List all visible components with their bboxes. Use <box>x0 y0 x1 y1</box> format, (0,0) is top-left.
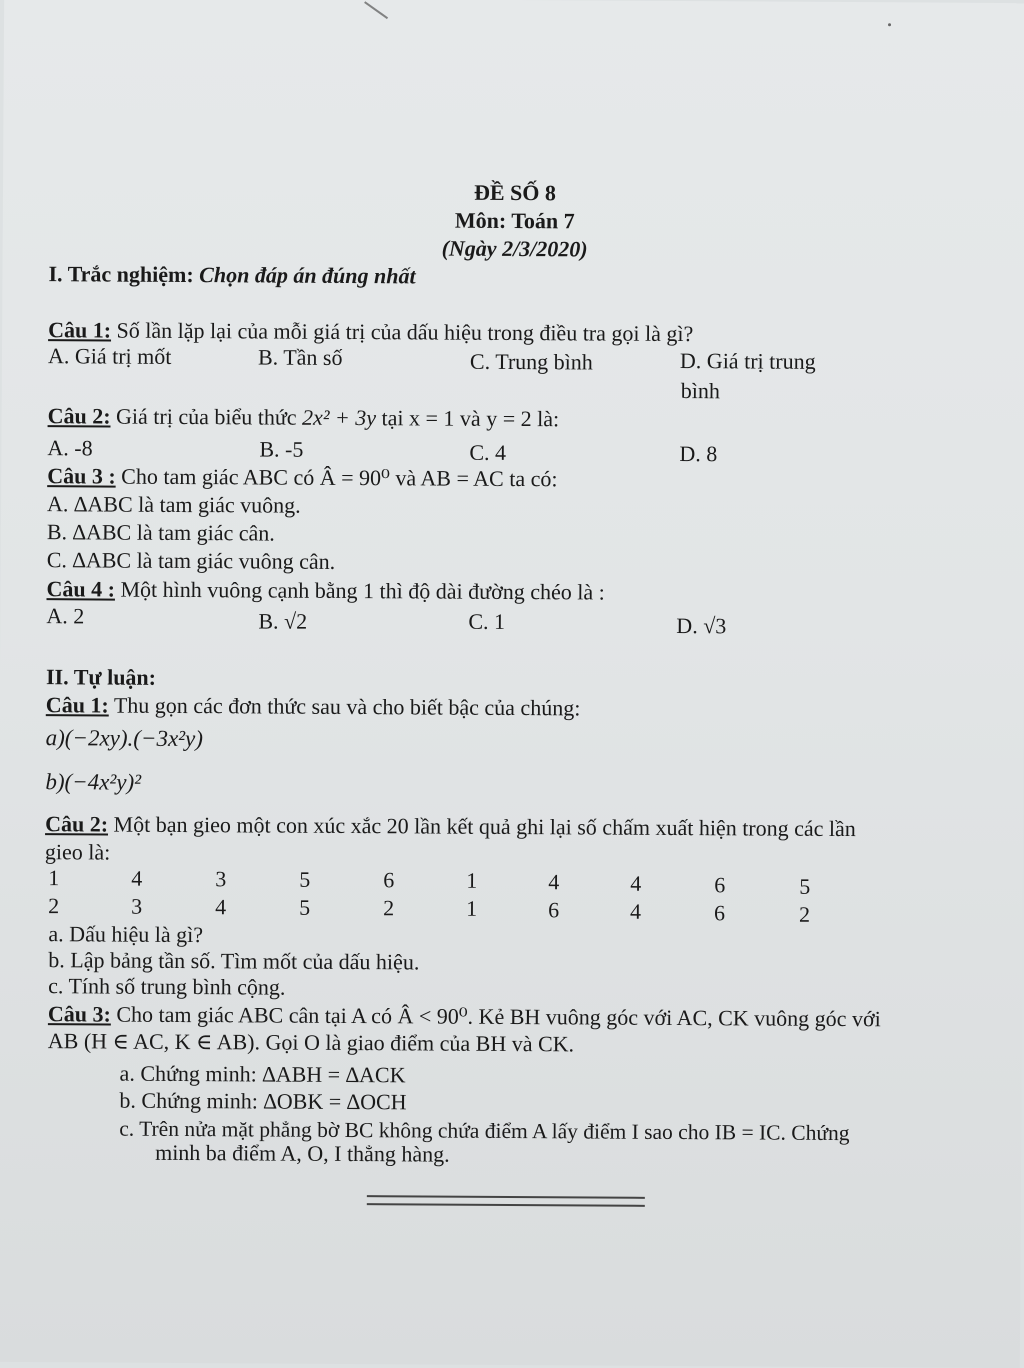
data-cell: 5 <box>799 873 811 899</box>
data-cell: 3 <box>131 893 143 919</box>
question-label: Câu 1: <box>48 317 112 343</box>
data-cell: 1 <box>48 865 60 891</box>
data-cell: 5 <box>299 866 311 892</box>
essay-question-3 <box>48 1001 881 1032</box>
question-label: Câu 1: <box>45 692 109 718</box>
sub-question-a: a. Chứng minh: ∆ABH = ∆ACK <box>119 1060 406 1088</box>
sub-question-b: b. Chứng minh: ∆OBK = ∆OCH <box>119 1087 407 1115</box>
option-d: D. Giá trị trung <box>679 348 816 374</box>
option-d: D. √3 <box>676 613 727 639</box>
option-a: A. 2 <box>46 603 85 629</box>
sub-question-c: c. Trên nửa mặt phẳng bờ BC không chứa điểm A lấy điểm I sao cho IB = IC. Chứng <box>119 1116 850 1146</box>
question-label: Câu 3: <box>47 1001 111 1027</box>
sub-question-a: a. Dấu hiệu là gì? <box>48 921 204 948</box>
data-cell: 4 <box>548 869 560 895</box>
data-cell: 3 <box>215 866 227 892</box>
question-label: Câu 2: <box>47 403 111 429</box>
option-c: C. Trung bình <box>469 348 593 375</box>
data-cell: 6 <box>548 897 560 923</box>
option-b: B. -5 <box>259 436 304 462</box>
question-text: Một hình vuông cạnh bằng 1 thì độ dài đường chéo là : <box>120 576 605 605</box>
data-cell: 4 <box>131 865 143 891</box>
question-text: Một bạn gieo một con xúc xắc 20 lần kết quả ghi lại số chấm xuất hiện trong các lần <box>113 811 856 842</box>
option-a: A. Giá trị mốt <box>47 343 172 369</box>
option-d-continued: bình <box>680 378 720 404</box>
data-cell: 4 <box>630 870 642 896</box>
mc-question-3 <box>47 463 557 492</box>
essay-question-2 <box>45 811 856 842</box>
section-2-heading: II. Tự luận: <box>45 664 157 690</box>
data-cell: 6 <box>383 867 395 893</box>
monomial-b: b)(−4x²y)² <box>45 769 142 795</box>
question-text: Cho tam giác ABC cân tại A có Â < 90⁰. Kẻ BH vuông góc với AC, CK vuông góc với <box>116 1001 881 1032</box>
question-text-after: tại x = 1 và y = 2 là: <box>381 405 560 432</box>
essay-question-1 <box>46 692 581 721</box>
speck <box>888 23 891 26</box>
monomial-a: a)(−2xy).(−3x²y) <box>45 725 204 752</box>
exam-subject: Môn: Toán 7 <box>454 207 575 234</box>
section-1-instruction: Chọn đáp án đúng nhất <box>199 262 416 289</box>
option-b: B. √2 <box>258 608 308 634</box>
option-c: C. 1 <box>468 608 506 634</box>
option-d: D. 8 <box>679 441 718 467</box>
data-cell: 6 <box>714 900 726 926</box>
data-cell: 2 <box>799 901 811 927</box>
option-c: C. 4 <box>469 439 507 465</box>
data-cell: 4 <box>630 898 642 924</box>
section-1-heading-line <box>48 261 415 289</box>
question-text: Cho tam giác ABC có Â = 90⁰ và AB = AC ta có: <box>121 463 558 492</box>
mc-question-2 <box>48 403 560 432</box>
question-label: Câu 3 : <box>47 463 116 489</box>
section-1-heading: I. Trắc nghiệm: <box>48 261 194 288</box>
data-cell: 2 <box>383 895 395 921</box>
question-text: Thu gọn các đơn thức sau và cho biết bậc của chúng: <box>113 692 581 721</box>
question-text: Giá trị của biểu thức <box>115 403 297 430</box>
question-text-continued: AB (H ∈ AC, K ∈ AB). Gọi O là giao điểm của BH và CK. <box>47 1028 575 1057</box>
end-rule-text <box>367 1189 523 1216</box>
question-label: Câu 2: <box>45 811 109 837</box>
question-label: Câu 4 : <box>46 576 116 602</box>
sub-question-c-continued: minh ba điểm A, O, I thẳng hàng. <box>155 1139 450 1167</box>
exam-title: ĐỀ SỐ 8 <box>473 179 557 206</box>
data-cell: 1 <box>466 895 478 921</box>
data-cell: 4 <box>215 894 227 920</box>
mc-question-4 <box>46 576 604 605</box>
option-a: A. -8 <box>47 435 93 461</box>
exam-date: (Ngày 2/3/2020) <box>441 235 588 262</box>
expression: 2x² + 3y <box>302 404 377 431</box>
option-b: B. ∆ABC là tam giác cân. <box>46 519 275 546</box>
data-cell: 2 <box>48 893 60 919</box>
sub-question-c: c. Tính số trung bình cộng. <box>48 973 286 1000</box>
data-cell: 5 <box>299 894 311 920</box>
question-text: Số lần lặp lại của mỗi giá trị của dấu hiệu trong điều tra gọi là gì? <box>116 317 694 347</box>
option-a: A. ∆ABC là tam giác vuông. <box>47 491 301 518</box>
mc-question-1 <box>48 317 693 347</box>
data-cell: 6 <box>714 872 726 898</box>
option-c: C. ∆ABC là tam giác vuông cân. <box>46 547 336 574</box>
pen-mark <box>364 1 388 19</box>
question-text-continued: gieo là: <box>44 839 111 865</box>
sub-question-b: b. Lập bảng tần số. Tìm mốt của dấu hiệu. <box>48 947 420 975</box>
option-b: B. Tần số <box>257 344 343 370</box>
data-cell: 1 <box>466 867 478 893</box>
